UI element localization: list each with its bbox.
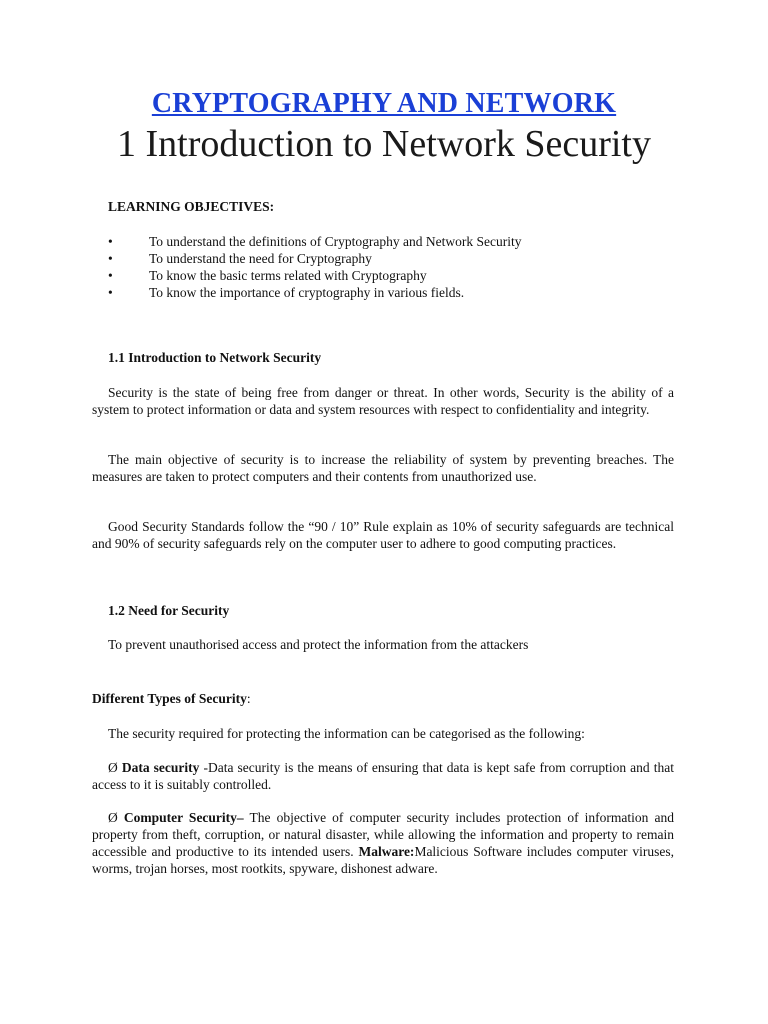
data-security-term: Data security [121, 760, 200, 775]
learning-objectives-heading: LEARNING OBJECTIVES: [108, 199, 275, 214]
types-of-security-heading [92, 691, 251, 707]
arrow-bullet-icon: Ø [108, 810, 118, 825]
malware-text: Malicious Software includes computer viruses, worms, trojan horses, most rootkits, spyware, dishonest adware. [92, 844, 674, 876]
document-header-title: CRYPTOGRAPHY AND NETWORK [151, 88, 617, 119]
objective-item [108, 233, 688, 250]
computer-security-term: Computer Security– [123, 810, 244, 825]
paragraph-need-for-security: To prevent unauthorised access and protect the information from the attackers [108, 637, 529, 652]
paragraph-data-security [92, 759, 674, 793]
malware-term: Malware: [358, 844, 415, 859]
computer-security-text: The objective of computer security includes protection of information and property from theft, corruption, or natural disaster, while allowing the information and property to remain accessible and productive to its intended users. [92, 810, 674, 859]
paragraph-computer-security [92, 809, 674, 877]
objective-text: To understand the need for Cryptography [149, 251, 372, 266]
section-heading-1-2: 1.2 Need for Security [108, 603, 230, 618]
types-heading-text: Different Types of Security [92, 691, 247, 706]
objective-item [108, 267, 688, 284]
data-security-text: -Data security is the means of ensuring that data is kept safe from corruption and that access to it is suitably controlled. [92, 760, 674, 792]
learning-objectives-list [108, 233, 688, 301]
bullet-icon: • [108, 251, 113, 266]
paragraph-security-definition: Security is the state of being free from danger or threat. In other words, Security is the ability of a system to protect information or data and system resources with respect to confidentiality and integrity. [92, 385, 674, 417]
paragraph-security-objective: The main objective of security is to increase the reliability of system by preventing breaches. The measures are taken to protect computers and their contents from unauthorized use. [92, 452, 674, 484]
objective-item [108, 284, 688, 301]
paragraph-security-standards: Good Security Standards follow the “90 / 10” Rule explain as 10% of security safeguards are technical and 90% of security safeguards rely on the computer user to adhere to good computing practices. [92, 519, 674, 551]
paragraph-types-intro: The security required for protecting the information can be categorised as the following: [108, 726, 585, 741]
section-heading-1-1: 1.1 Introduction to Network Security [108, 350, 322, 365]
arrow-bullet-icon: Ø [108, 760, 118, 775]
bullet-icon: • [108, 234, 113, 249]
bullet-icon: • [108, 285, 113, 300]
chapter-title: 1 Introduction to Network Security [116, 123, 651, 165]
objective-text: To understand the definitions of Cryptography and Network Security [149, 234, 522, 249]
objective-item [108, 250, 688, 267]
types-heading-suffix: : [246, 691, 251, 706]
objective-text: To know the importance of cryptography in various fields. [149, 285, 465, 300]
objective-text: To know the basic terms related with Cryptography [149, 268, 427, 283]
bullet-icon: • [108, 268, 113, 283]
